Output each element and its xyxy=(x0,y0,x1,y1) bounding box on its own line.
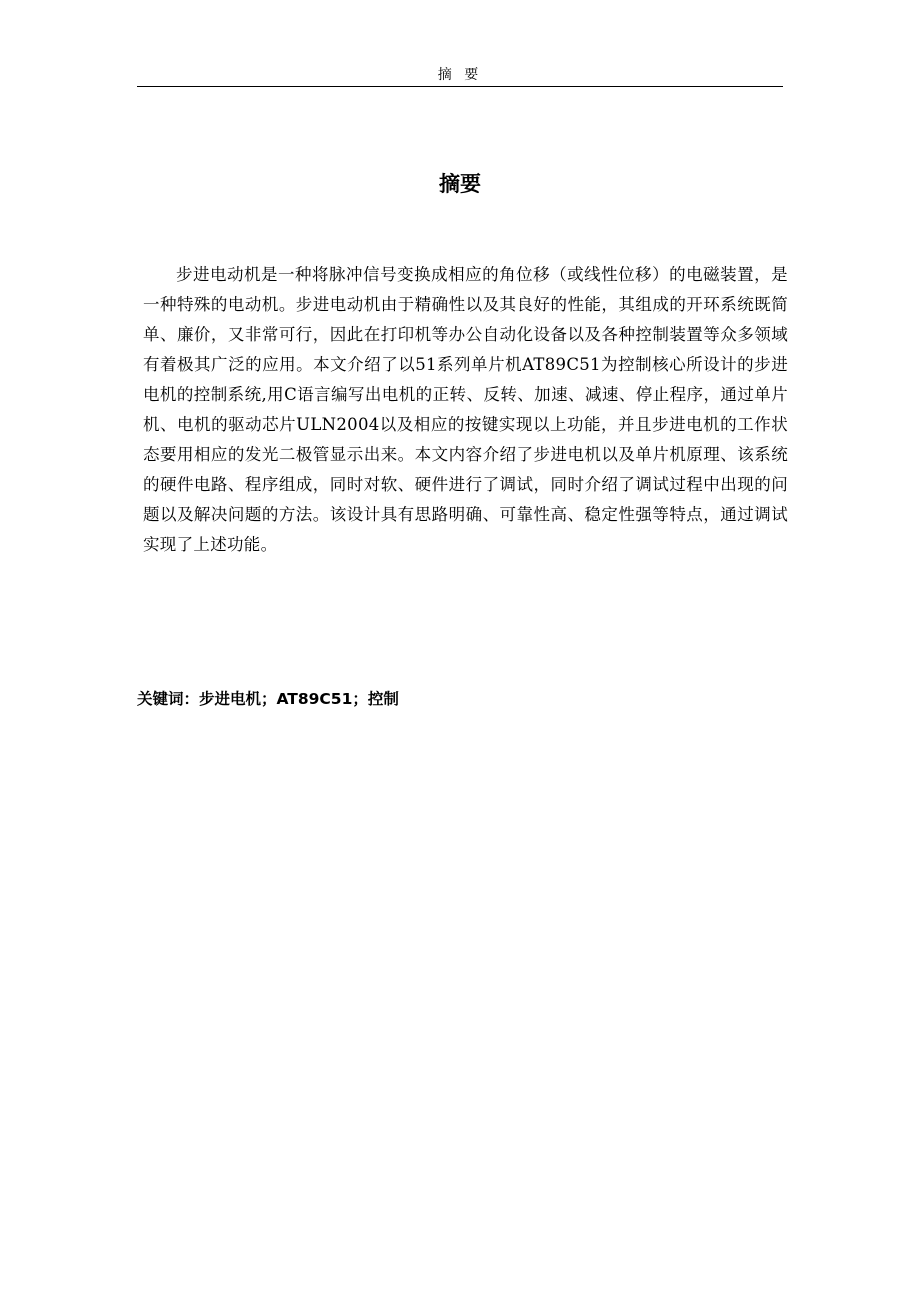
running-header-title: 摘 要 xyxy=(437,67,483,83)
running-header xyxy=(137,64,783,87)
keywords-line: 关键词：步进电机；AT89C51；控制 xyxy=(137,690,399,708)
abstract-paragraph: 步进电动机是一种将脉冲信号变换成相应的角位移（或线性位移）的电磁装置，是一种特殊的电动机。步进电动机由于精确性以及其良好的性能，其组成的开环系统既简单、廉价，又非常可行，因此在打印机等办公自动化设备以及各种控制装置等众多领域有着极其广泛的应用。本文介绍了以51系列单片机AT89C51为控制核心所设计的步进电机的控制系统,用C语言编写出电机的正转、反转、加速、减速、停止程序，通过单片机、电机的驱动芯片ULN2004以及相应的按键实现以上功能，并且步进电机的工作状态要用相应的发光二极管显示出来。本文内容介绍了步进电机以及单片机原理、该系统的硬件电路、程序组成，同时对软、硬件进行了调试，同时介绍了调试过程中出现的问题以及解决问题的方法。该设计具有思路明确、可靠性高、稳定性强等特点，通过调试实现了上述功能。 xyxy=(143,265,788,554)
page-title: 摘要 xyxy=(439,172,481,196)
